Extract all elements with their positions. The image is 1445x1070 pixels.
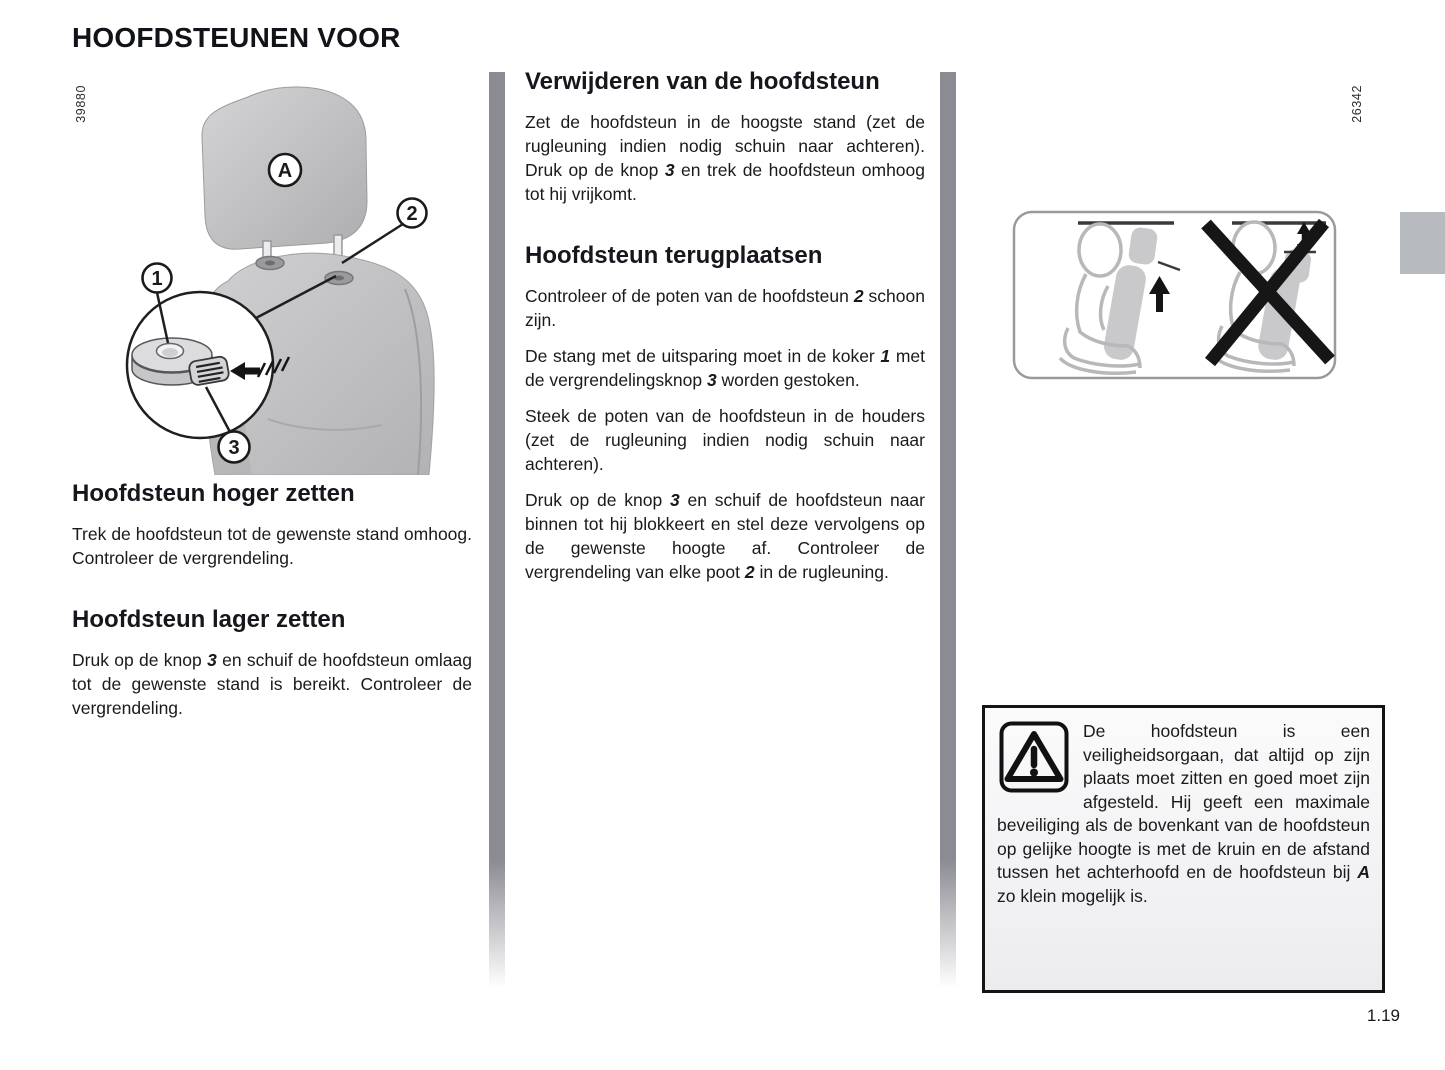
paragraph: Controleer of de poten van de hoofdsteun 2 schoon zijn. — [525, 286, 925, 330]
paragraph: Steek de poten van de hoofdsteun in de houders (zet de rugleuning indien nodig schuin naar achteren). — [525, 406, 925, 474]
figure-number-right: 26342 — [1350, 85, 1364, 123]
rod-mount-left-hole — [265, 261, 275, 266]
paragraph: De stang met de uitsparing moet in de koker 1 met de vergrendelingsknop 3 worden gestoken. — [525, 346, 925, 390]
section-heading: Verwijderen van de hoofdsteun — [525, 68, 880, 95]
column-divider-left — [489, 72, 505, 988]
figure-number-left: 39880 — [74, 85, 88, 123]
headrest-seat-figure — [100, 75, 488, 475]
svg-text:2: 2 — [406, 203, 418, 225]
svg-text:3: 3 — [228, 437, 240, 459]
page-title: HOOFDSTEUNEN VOOR — [72, 22, 401, 53]
paragraph: Zet de hoofdsteun in de hoogste stand (zet de rugleuning indien nodig schuin naar achteren). Druk op de knop 3 en trek de hoofdsteun omhoog tot hij vrijkomt. — [525, 112, 925, 204]
section-heading: Hoofdsteun hoger zetten — [72, 480, 355, 507]
page-number: 1.19 — [1366, 1006, 1400, 1025]
callout-1 — [143, 264, 172, 293]
svg-text:A: A — [277, 160, 293, 182]
warning-box — [982, 705, 1385, 993]
section-tab — [1400, 212, 1445, 274]
section-hoofdsteun-hoger-zetten — [72, 480, 472, 570]
koker-hole-inner — [162, 348, 178, 357]
column-divider-right — [940, 72, 956, 988]
section-verwijderen — [525, 68, 925, 206]
callout-a — [269, 154, 301, 186]
left-column — [72, 480, 472, 720]
svg-text:1: 1 — [151, 268, 163, 290]
section-hoofdsteun-lager-zetten — [72, 606, 472, 720]
paragraph: Trek de hoofdsteun tot de gewenste stand omhoog. Controleer de vergrendeling. — [72, 524, 472, 568]
callout-2 — [398, 199, 427, 228]
section-terugplaatsen — [525, 242, 925, 584]
section-heading: Hoofdsteun terugplaatsen — [525, 242, 823, 269]
headrest-height-pictogram — [1012, 210, 1337, 380]
section-heading: Hoofdsteun lager zetten — [72, 606, 346, 633]
paragraph: Druk op de knop 3 en schuif de hoofdsteun naar binnen tot hij blokkeert en stel deze vervolgens op de gewenste hoogte af. Controleer de vergrendeling van elke poot 2 in de rugleuning. — [525, 490, 925, 582]
warning-text: De hoofdsteun is een veiligheidsorgaan, dat altijd op zijn plaats moet zitten en goed moet zijn afgesteld. Hij geeft een maximale beveiliging als de bovenkant van de hoofdsteun op gelijke hoogte is met de kruin en de afstand tussen het achterhoofd en de hoofdsteun bij A zo klein mogelijk is. — [997, 721, 1370, 906]
warning-triangle-icon — [999, 721, 1069, 793]
callout-3 — [219, 432, 250, 463]
middle-column — [525, 68, 925, 584]
paragraph: Druk op de knop 3 en schuif de hoofdsteun omlaag tot de gewenste stand is bereikt. Controleer de vergrendeling. — [72, 650, 472, 718]
